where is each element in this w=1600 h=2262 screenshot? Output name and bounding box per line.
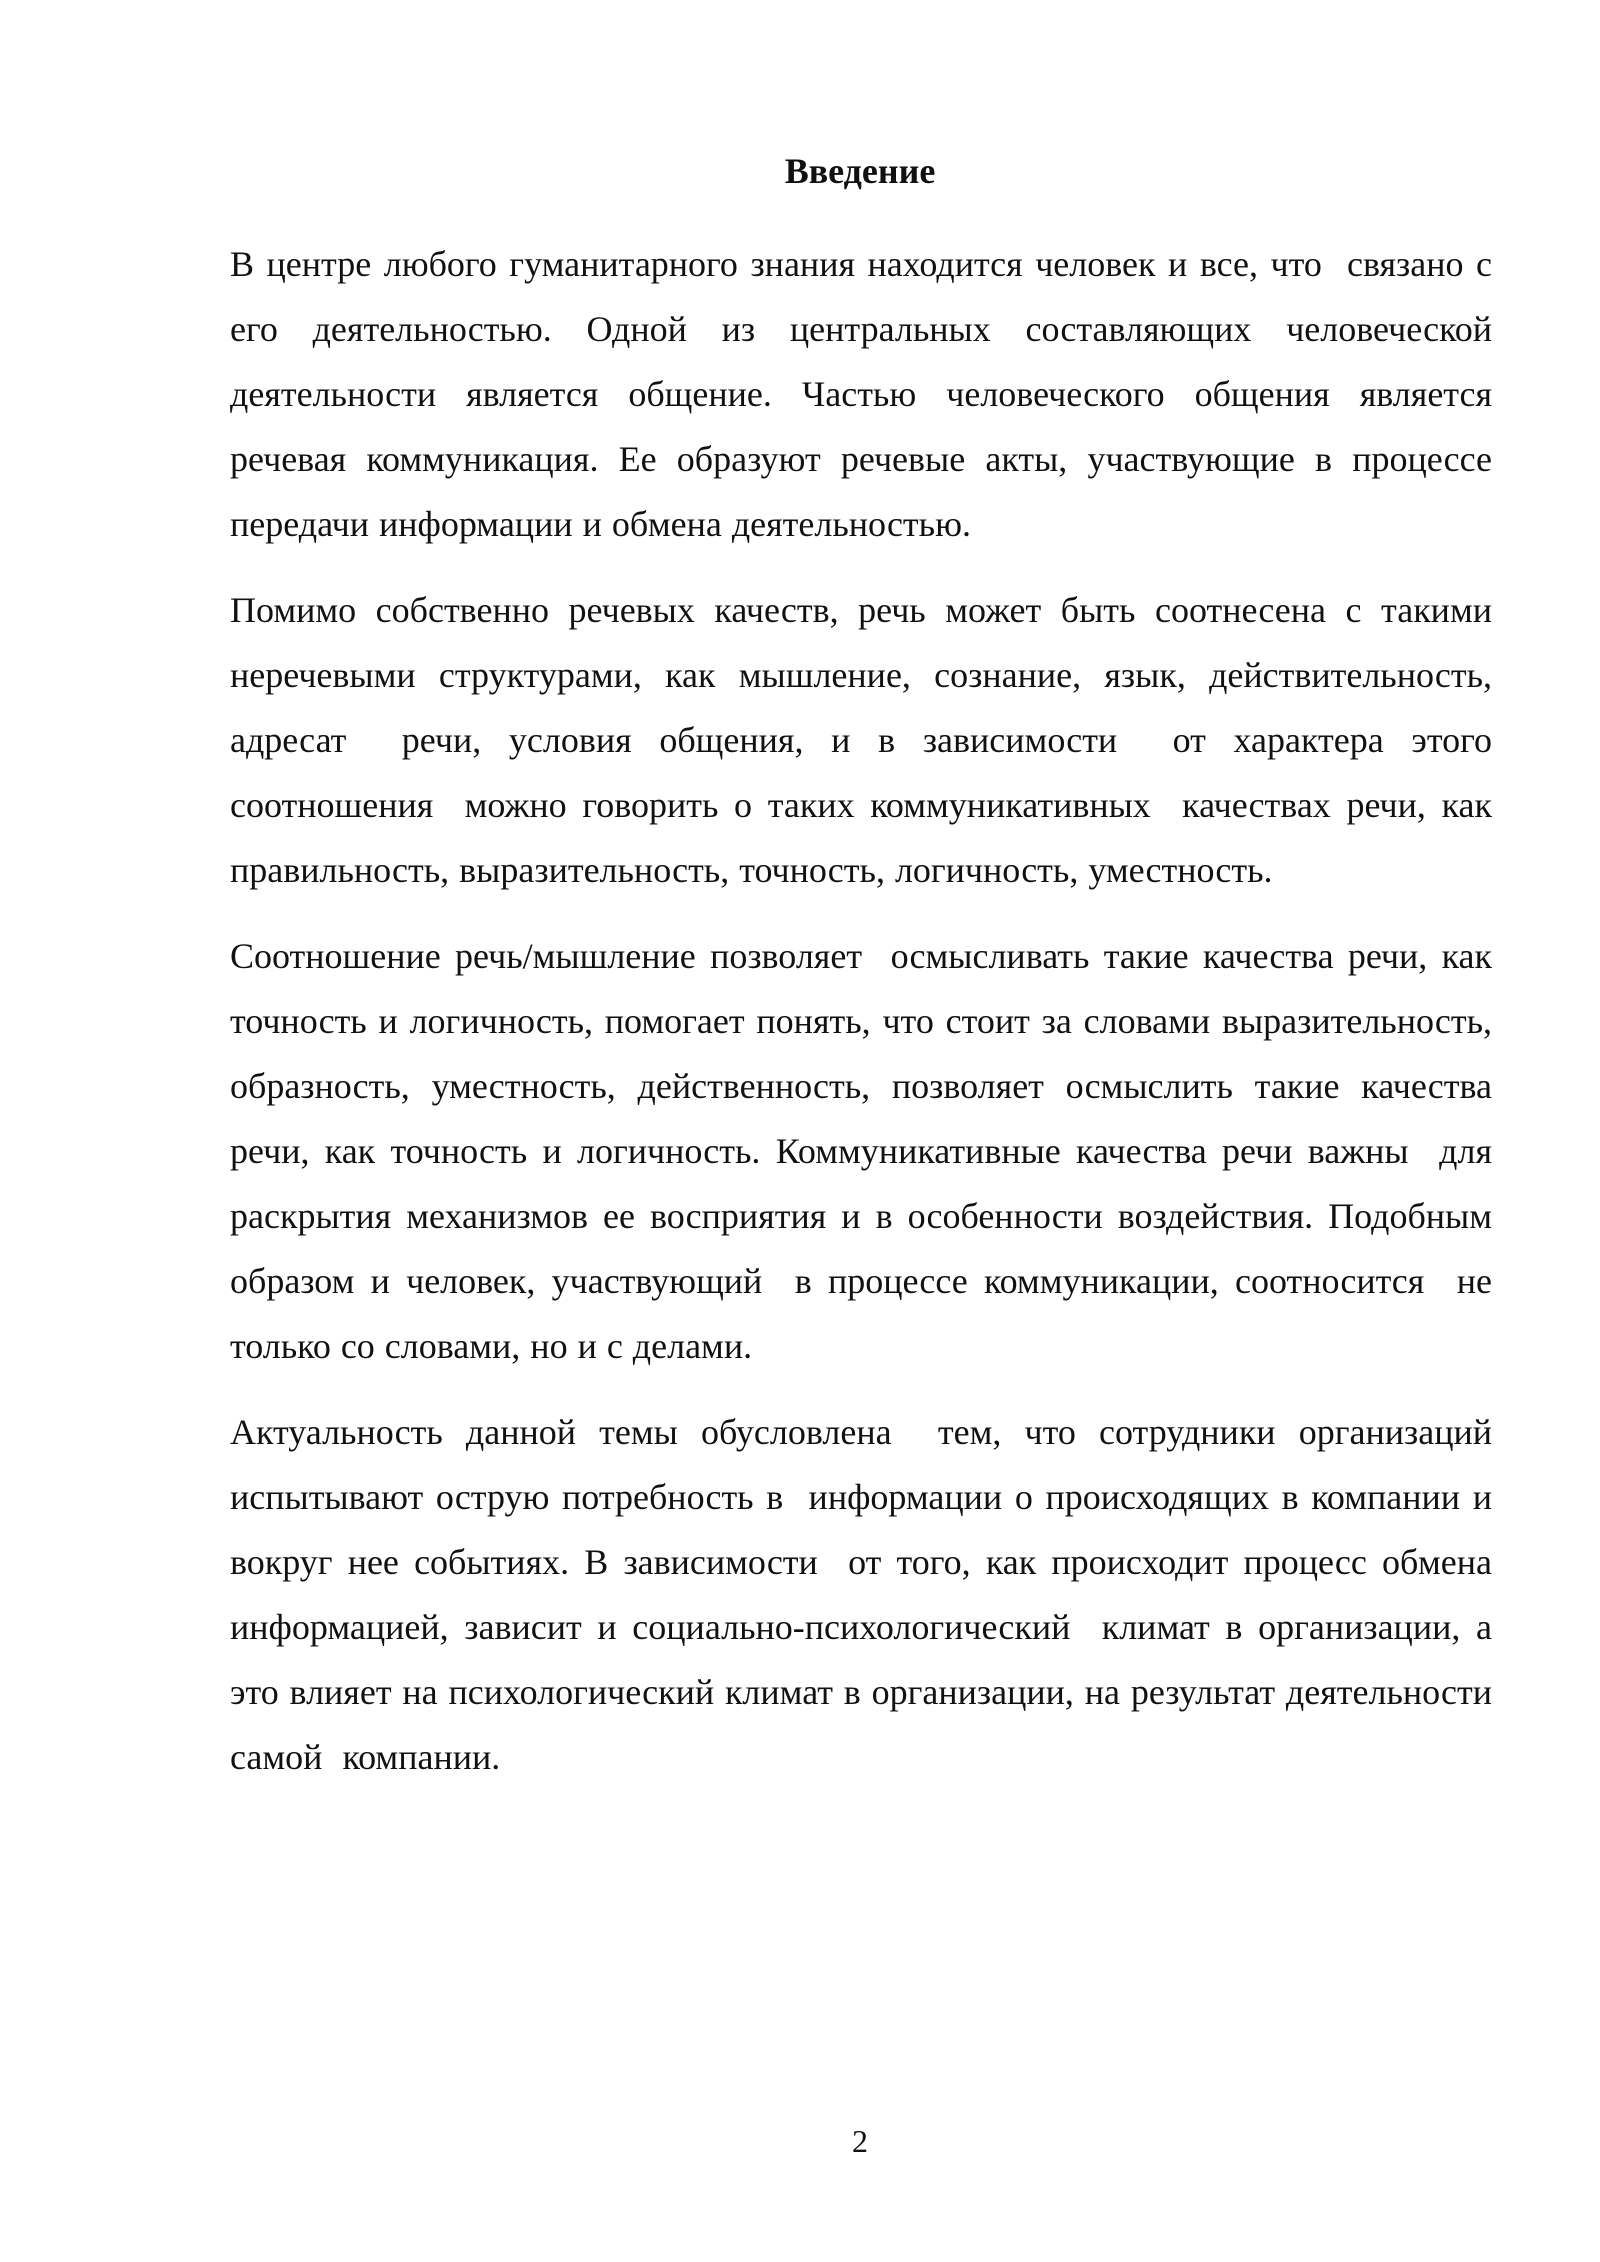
paragraph-2: Помимо собственно речевых качеств, речь может быть соотнесена с такими неречевыми структурами, как мышление, сознание, язык, действительность, адресат речи, условия общения, и в зависимости от характера этого соотношения можно говорить о таких коммуникативных качествах речи, как правильность, выразительность, точность, логичность, уместность. — [230, 590, 1502, 890]
paragraph-1: В центре любого гуманитарного знания находится человек и все, что связано с его деятельностью. Одной из центральных составляющих человеческой деятельности является общение. Частью человеческого общения является речевая коммуникация. Ее образуют речевые акты, участвующие в процессе передачи информации и обмена деятельностью. — [230, 244, 1502, 544]
body-text — [230, 232, 1502, 1811]
section-heading: Введение — [784, 151, 936, 191]
paragraph-3: Соотношение речь/мышление позволяет осмысливать такие качества речи, как точность и логичность, помогает понять, что стоит за словами выразительность, образность, уместность, действенность, позволяет осмыслить такие качества речи, как точность и логичность. Коммуникативные качества речи важны для раскрытия механизмов ее восприятия и в особенности воздействия. Подобным образом и человек, участвующий в процессе коммуникации, соотносится не только со словами, но и с делами. — [230, 936, 1502, 1366]
page-number: 2 — [852, 2123, 868, 2159]
paragraph-4: Актуальность данной темы обусловлена тем, что сотрудники организаций испытывают острую потребность в информации о происходящих в компании и вокруг нее событиях. В зависимости от того, как происходит процесс обмена информацией, зависит и социально-психологический климат в организации, а это влияет на психологический климат в организации, на результат деятельности самой компании. — [230, 1412, 1502, 1777]
